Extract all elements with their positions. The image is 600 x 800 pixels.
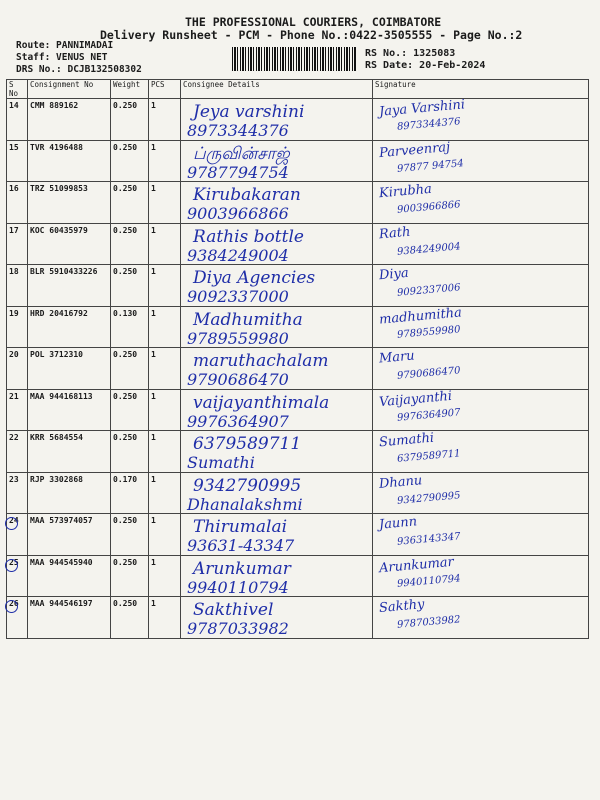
- signature-cell: [373, 514, 589, 556]
- signature-cell: [373, 223, 589, 265]
- col-consignment: Consignment No: [28, 80, 111, 99]
- consignment-cell: KRR 5684554: [28, 431, 111, 473]
- signature-cell: [373, 99, 589, 141]
- sno-value: 24: [9, 516, 19, 525]
- signature-name: Arunkumar: [378, 554, 455, 576]
- weight-cell: 0.250: [111, 348, 149, 390]
- route-label: Route: PANNIMADAI: [16, 40, 114, 51]
- sno-cell: [7, 265, 28, 307]
- consignee-phone: 9003966866: [187, 204, 289, 223]
- signature-cell: [373, 389, 589, 431]
- consignee-phone: 8973344376: [187, 121, 289, 140]
- drs-number: DRS No.: DCJB132508302: [16, 64, 142, 75]
- consignment-cell: BLR 5910433226: [28, 265, 111, 307]
- consignee-name: Sakthivel: [193, 600, 274, 620]
- signature-phone: 97877 94754: [396, 157, 465, 175]
- signature-name: madhumitha: [378, 304, 463, 328]
- pcs-cell: 1: [149, 431, 181, 473]
- signature-name: Parveenraj: [378, 139, 451, 161]
- signature-cell: [373, 182, 589, 224]
- consignee-details-cell: [181, 223, 373, 265]
- table-row: [7, 265, 589, 307]
- table-row: [7, 182, 589, 224]
- consignee-phone: 9940110794: [187, 577, 289, 597]
- rs-number: RS No.: 1325083: [365, 48, 456, 59]
- table-row: [7, 223, 589, 265]
- consignee-phone: 9787033982: [187, 619, 289, 638]
- table-row: [7, 514, 589, 556]
- consignee-name: Kirubakaran: [193, 185, 301, 205]
- consignee-name: Jeya varshini: [193, 102, 305, 122]
- consignee-name: Thirumalai: [193, 517, 288, 537]
- signature-name: Kirubha: [378, 181, 433, 202]
- consignee-details-cell: [181, 99, 373, 141]
- consignment-cell: POL 3712310: [28, 348, 111, 390]
- consignee-phone: 93631-43347: [187, 536, 295, 555]
- pcs-cell: 1: [149, 140, 181, 182]
- pcs-cell: 1: [149, 306, 181, 348]
- sno-value: 14: [9, 101, 19, 110]
- signature-phone: 9787033982: [396, 614, 461, 631]
- weight-cell: 0.250: [111, 223, 149, 265]
- pcs-cell: 1: [149, 223, 181, 265]
- pcs-cell: 1: [149, 348, 181, 390]
- consignment-cell: MAA 944545940: [28, 555, 111, 597]
- pcs-cell: 1: [149, 472, 181, 514]
- col-weight: Weight: [111, 80, 149, 99]
- sno-value: 17: [9, 225, 19, 235]
- weight-cell: 0.170: [111, 472, 149, 514]
- runsheet-table: [6, 79, 589, 639]
- consignee-name: Rathis bottle: [193, 226, 304, 247]
- pcs-cell: 1: [149, 597, 181, 639]
- consignee-phone: Dhanalakshmi: [187, 494, 303, 514]
- pcs-cell: 1: [149, 389, 181, 431]
- signature-cell: [373, 472, 589, 514]
- sno-cell: [7, 99, 28, 141]
- rs-date: RS Date: 20-Feb-2024: [365, 60, 486, 71]
- sno-cell: [7, 223, 28, 265]
- consignee-phone: 9384249004: [187, 245, 289, 265]
- col-details: Consignee Details: [181, 80, 373, 99]
- signature-name: Vaijayanthi: [378, 388, 453, 410]
- sno-value: 16: [9, 184, 19, 193]
- consignee-phone: 9976364907: [187, 411, 289, 431]
- consignee-name: maruthachalam: [193, 351, 329, 371]
- circle-mark-icon: [5, 559, 18, 572]
- signature-cell: [373, 597, 589, 639]
- circle-mark-icon: [5, 600, 18, 613]
- consignee-name: vaijayanthimala: [193, 392, 330, 413]
- consignee-phone: 9789559980: [187, 328, 289, 348]
- sno-value: 26: [9, 599, 19, 608]
- consignment-cell: TVR 4196488: [28, 140, 111, 182]
- consignment-cell: MAA 573974057: [28, 514, 111, 556]
- sno-value: 21: [9, 391, 19, 401]
- weight-cell: 0.130: [111, 306, 149, 348]
- consignee-phone: 9092337000: [187, 287, 289, 306]
- signature-phone: 9976364907: [396, 406, 461, 424]
- signature-name: Dhanu: [378, 472, 423, 492]
- barcode-icon: [232, 47, 356, 71]
- sno-cell: [7, 348, 28, 390]
- sno-value: 25: [9, 557, 19, 567]
- consignee-name: 6379589711: [193, 434, 302, 454]
- signature-phone: 9003966866: [396, 199, 461, 216]
- col-pcs: PCS: [149, 80, 181, 99]
- pcs-cell: 1: [149, 99, 181, 141]
- table-row: [7, 597, 589, 639]
- signature-phone: 9342790995: [396, 489, 461, 507]
- sno-cell: [7, 182, 28, 224]
- pcs-cell: 1: [149, 555, 181, 597]
- weight-cell: 0.250: [111, 431, 149, 473]
- runsheet-subtitle: Delivery Runsheet - PCM - Phone No.:0422-3505555 - Page No.:2: [100, 28, 523, 42]
- signature-phone: 8973344376: [396, 116, 461, 133]
- signature-name: Sumathi: [378, 430, 435, 451]
- consignee-name: Madhumitha: [193, 309, 303, 330]
- signature-name: Sakthy: [378, 597, 426, 616]
- sno-cell: [7, 389, 28, 431]
- consignee-phone: 9787794754: [187, 162, 289, 182]
- weight-cell: 0.250: [111, 514, 149, 556]
- consignee-name: Arunkumar: [193, 558, 291, 579]
- circle-mark-icon: [5, 517, 18, 530]
- sno-cell: [7, 306, 28, 348]
- table-row: [7, 99, 589, 141]
- company-title: THE PROFESSIONAL COURIERS, COIMBATORE: [185, 15, 442, 29]
- signature-cell: [373, 265, 589, 307]
- consignee-details-cell: [181, 431, 373, 473]
- signature-cell: [373, 140, 589, 182]
- signature-name: Jaya Varshini: [378, 97, 466, 120]
- sno-value: 22: [9, 433, 19, 442]
- consignee-details-cell: [181, 140, 373, 182]
- sno-cell: [7, 555, 28, 597]
- sno-cell: [7, 514, 28, 556]
- signature-cell: [373, 306, 589, 348]
- consignment-cell: RJP 3302868: [28, 472, 111, 514]
- sno-cell: [7, 431, 28, 473]
- signature-phone: 9789559980: [396, 323, 461, 341]
- signature-name: Diya: [378, 265, 410, 284]
- consignee-name: Diya Agencies: [193, 268, 316, 288]
- signature-cell: [373, 555, 589, 597]
- signature-name: Jaunn: [378, 514, 418, 533]
- weight-cell: 0.250: [111, 140, 149, 182]
- table-row: [7, 555, 589, 597]
- table-row: [7, 389, 589, 431]
- signature-phone: 9363143347: [396, 531, 461, 548]
- table-row: [7, 431, 589, 473]
- table-header-row: [7, 80, 589, 99]
- weight-cell: 0.250: [111, 597, 149, 639]
- pcs-cell: 1: [149, 265, 181, 307]
- pcs-cell: 1: [149, 182, 181, 224]
- sno-value: 18: [9, 267, 19, 276]
- weight-cell: 0.250: [111, 99, 149, 141]
- weight-cell: 0.250: [111, 182, 149, 224]
- sno-cell: [7, 472, 28, 514]
- consignee-phone: Sumathi: [187, 453, 255, 472]
- sno-cell: [7, 597, 28, 639]
- table-row: [7, 472, 589, 514]
- consignment-cell: MAA 944546197: [28, 597, 111, 639]
- consignee-phone: 9790686470: [187, 370, 289, 389]
- consignee-details-cell: [181, 182, 373, 224]
- table-row: [7, 306, 589, 348]
- weight-cell: 0.250: [111, 389, 149, 431]
- consignee-details-cell: [181, 555, 373, 597]
- signature-cell: [373, 431, 589, 473]
- sno-value: 19: [9, 308, 19, 318]
- consignee-details-cell: [181, 389, 373, 431]
- signature-cell: [373, 348, 589, 390]
- sno-value: 20: [9, 350, 19, 359]
- sno-value: 15: [9, 142, 19, 152]
- consignment-cell: HRD 20416792: [28, 306, 111, 348]
- weight-cell: 0.250: [111, 555, 149, 597]
- consignee-details-cell: [181, 597, 373, 639]
- table-row: [7, 348, 589, 390]
- consignee-name: 9342790995: [193, 475, 302, 496]
- table-row: [7, 140, 589, 182]
- weight-cell: 0.250: [111, 265, 149, 307]
- signature-phone: 9940110794: [396, 572, 461, 590]
- consignment-cell: CMM 889162: [28, 99, 111, 141]
- consignment-cell: MAA 944168113: [28, 389, 111, 431]
- signature-name: Rath: [378, 224, 412, 242]
- consignee-details-cell: [181, 306, 373, 348]
- consignment-cell: KOC 60435979: [28, 223, 111, 265]
- consignee-details-cell: [181, 514, 373, 556]
- signature-phone: 9384249004: [396, 240, 461, 258]
- signature-name: Maru: [378, 348, 416, 367]
- signature-phone: 9790686470: [396, 365, 461, 382]
- pcs-cell: 1: [149, 514, 181, 556]
- signature-phone: 6379589711: [396, 448, 461, 465]
- consignee-name: ப்ருவின்சாஜ்: [193, 143, 290, 164]
- consignee-details-cell: [181, 265, 373, 307]
- consignee-details-cell: [181, 348, 373, 390]
- consignment-cell: TRZ 51099853: [28, 182, 111, 224]
- sno-value: 23: [9, 474, 19, 484]
- staff-label: Staff: VENUS NET: [16, 52, 108, 63]
- col-sno: S No: [7, 80, 28, 99]
- col-signature: Signature: [373, 80, 589, 99]
- consignee-details-cell: [181, 472, 373, 514]
- sno-cell: [7, 140, 28, 182]
- signature-phone: 9092337006: [396, 282, 461, 299]
